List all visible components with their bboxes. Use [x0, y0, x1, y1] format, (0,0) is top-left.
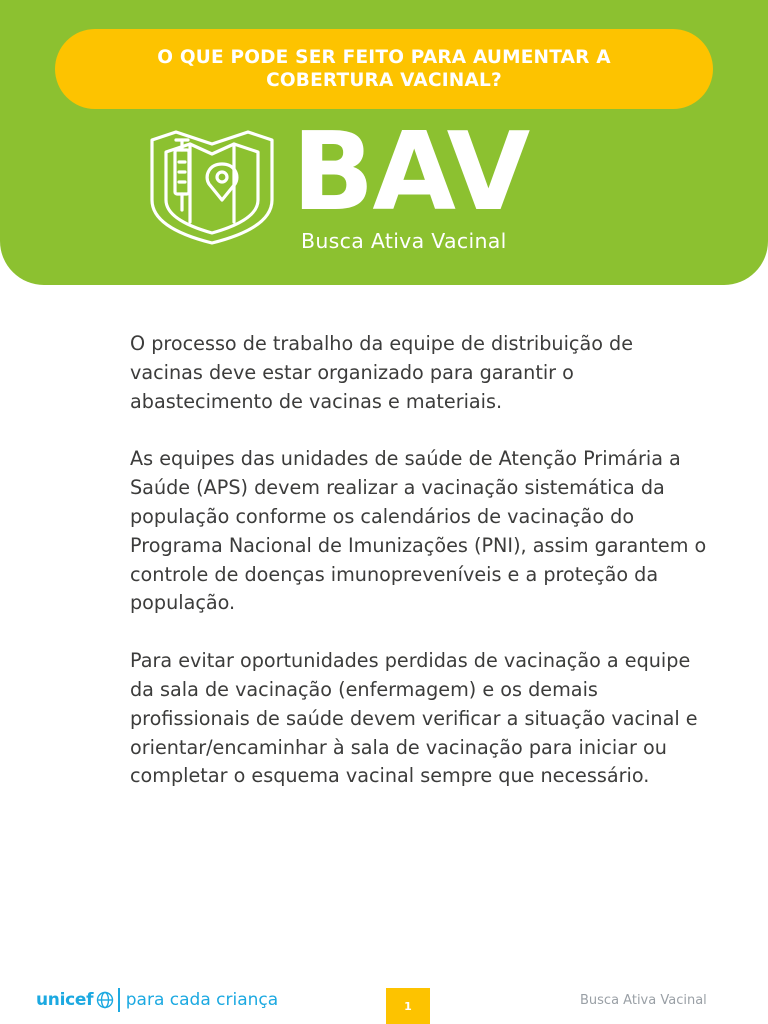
unicef-logo [36, 987, 278, 1013]
unicef-tagline: para cada criança [125, 990, 279, 1010]
paragraph: As equipes das unidades de saúde de Atenção Primária a Saúde (APS) devem realizar a vacinação sistemática da população conforme os calendários de vacinação do Programa Nacional de Imunizações (PNI), assim garantem o controle de doenças imunopreveníveis e a proteção da população. [130, 447, 707, 615]
paragraph: Para evitar oportunidades perdidas de vacinação a equipe da sala de vacinação (enfermagem) e os demais profissionais de saúde devem verificar a situação vacinal e orientar/encaminhar à sala de vacinação para iniciar ou completar o esquema vacinal sempre que necessário. [130, 649, 698, 788]
header-panel [0, 0, 768, 285]
footer-divider [118, 988, 120, 1012]
vaccine-map-icon [146, 130, 278, 246]
globe-icon [95, 990, 115, 1010]
footer-title: Busca Ativa Vacinal [580, 993, 707, 1008]
page-title: O QUE PODE SER FEITO PARA AUMENTAR A COBERTURA VACINAL? [157, 47, 611, 91]
title-banner [55, 29, 713, 109]
unicef-wordmark: unicef [36, 990, 94, 1010]
page-number: 1 [386, 988, 430, 1024]
logo-subtitle: Busca Ativa Vacinal [301, 229, 507, 253]
logo-wordmark: BAV [292, 110, 529, 235]
paragraph: O processo de trabalho da equipe de distribuição de vacinas deve estar organizado para garantir o abastecimento de vacinas e materiais. [130, 332, 634, 413]
body-text [130, 330, 710, 820]
